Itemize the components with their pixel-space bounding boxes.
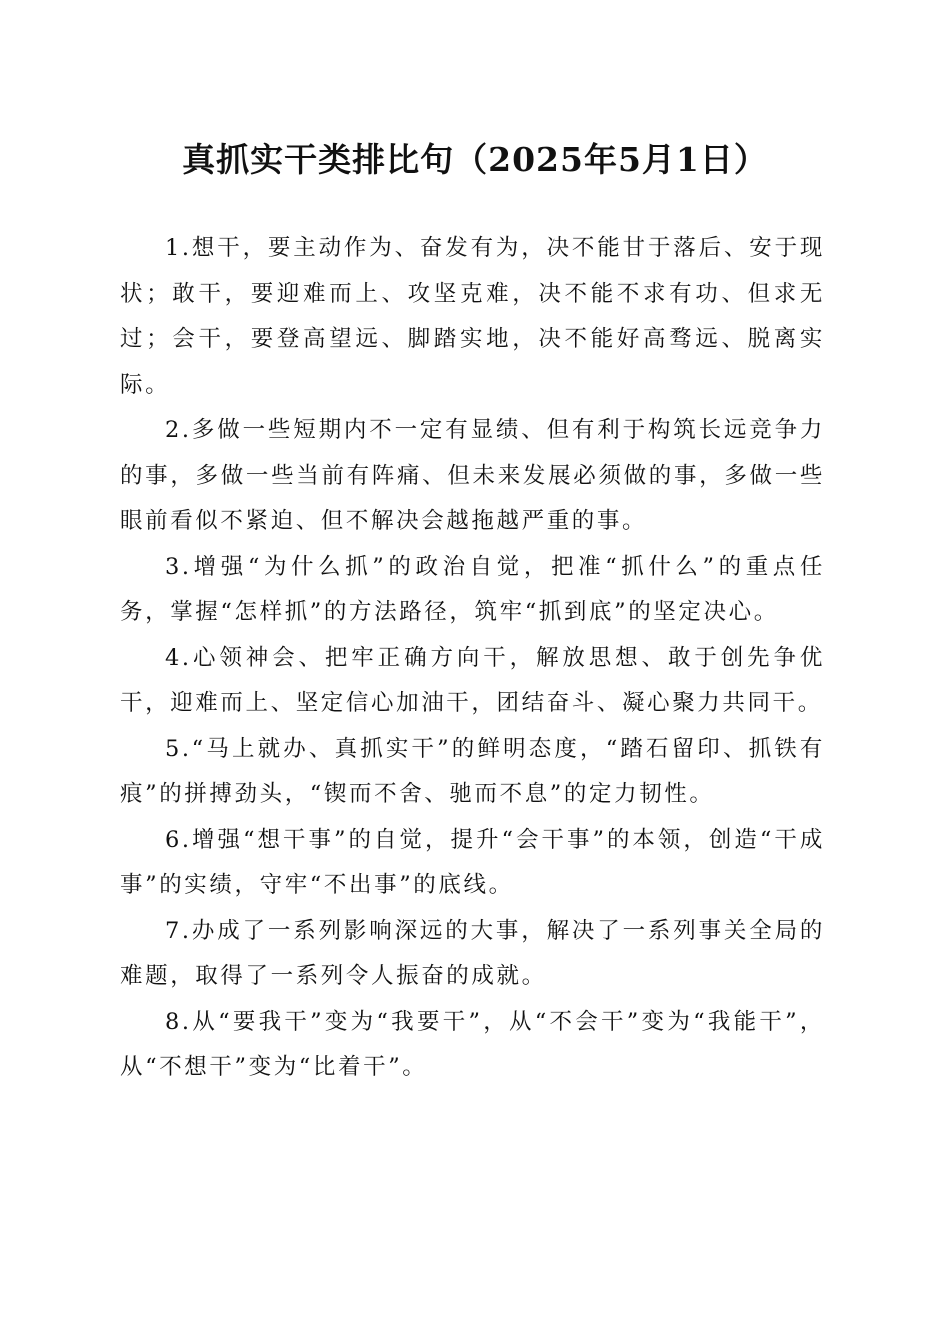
paragraph-1: 1.想干，要主动作为、奋发有为，决不能甘于落后、安于现状；敢干，要迎难而上、攻坚克难，决不能不求有功、但求无过；会干，要登高望远、脚踏实地，决不能好高骛远、脱离实际。 (120, 235, 825, 398)
paragraph-7: 7.办成了一系列影响深远的大事，解决了一系列事关全局的难题，取得了一系列令人振奋的成就。 (120, 917, 825, 989)
paragraph-6: 6.增强“想干事”的自觉，提升“会干事”的本领，创造“干成事”的实绩，守牢“不出事”的底线。 (120, 826, 825, 898)
document-body (120, 226, 825, 1091)
paragraph-8: 8.从“要我干”变为“我要干”，从“不会干”变为“我能干”，从“不想干”变为“比着干”。 (120, 1008, 825, 1080)
paragraph-3: 3.增强“为什么抓”的政治自觉，把准“抓什么”的重点任务，掌握“怎样抓”的方法路径，筑牢“抓到底”的坚定决心。 (120, 553, 825, 625)
document-title: 真抓实干类排比句（2025年5月1日） (182, 140, 768, 179)
paragraph-5: 5.“马上就办、真抓实干”的鲜明态度，“踏石留印、抓铁有痕”的拼搏劲头，“锲而不舍、驰而不息”的定力韧性。 (120, 735, 825, 807)
paragraph-4: 4.心领神会、把牢正确方向干，解放思想、敢于创先争优干，迎难而上、坚定信心加油干，团结奋斗、凝心聚力共同干。 (120, 644, 825, 716)
paragraph-2: 2.多做一些短期内不一定有显绩、但有利于构筑长远竞争力的事，多做一些当前有阵痛、但未来发展必须做的事，多做一些眼前看似不紧迫、但不解决会越拖越严重的事。 (120, 417, 825, 534)
